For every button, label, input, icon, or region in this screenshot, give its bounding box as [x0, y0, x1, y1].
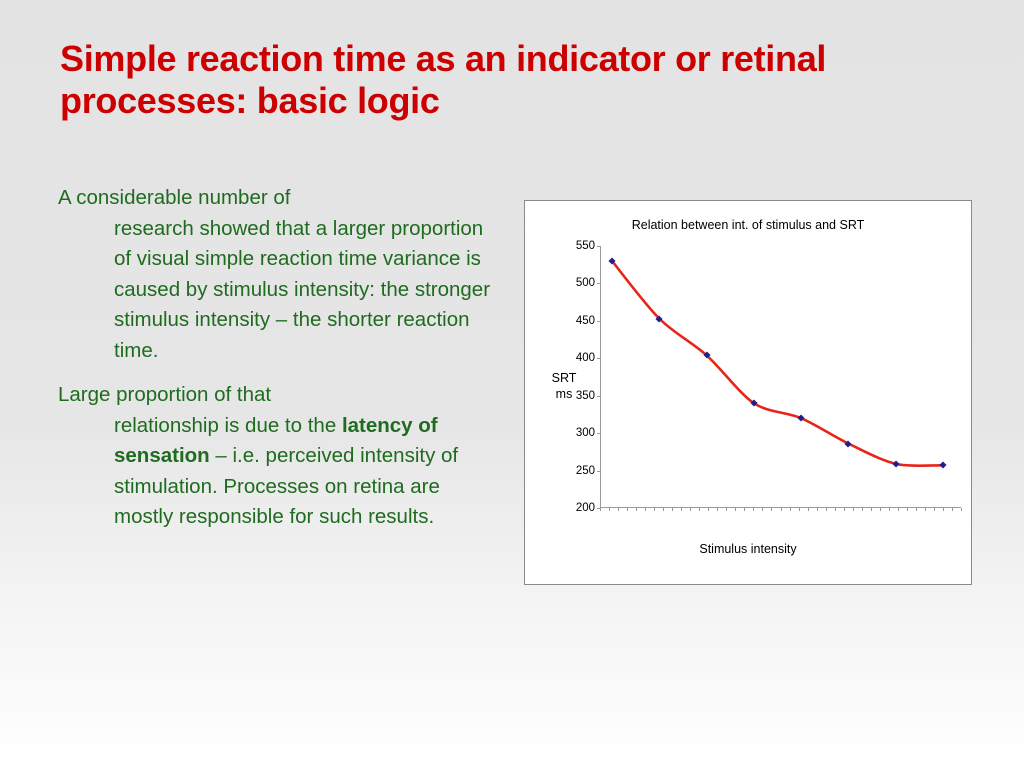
- x-axis-label: Stimulus intensity: [699, 542, 797, 556]
- x-tick-mark: [753, 508, 754, 511]
- paragraph-2-body: [58, 411, 498, 533]
- y-tick-mark: [597, 433, 600, 434]
- x-tick-mark: [600, 508, 601, 511]
- x-tick-mark: [672, 508, 673, 511]
- chart-plot-wrapper: [525, 240, 973, 546]
- y-tick-mark: [597, 321, 600, 322]
- x-tick-mark: [943, 508, 944, 511]
- x-tick-mark: [898, 508, 899, 511]
- x-tick-mark: [790, 508, 791, 511]
- y-axis-label-line-1: SRT: [551, 371, 577, 385]
- x-tick-mark: [618, 508, 619, 511]
- x-tick-mark: [889, 508, 890, 511]
- chart-title: Relation between int. of stimulus and SRT: [631, 218, 865, 232]
- paragraph-1: [58, 183, 498, 366]
- paragraph-2-after: – i.e. perceived intensity of stimulation. Processes on retina are mostly responsible for such results.: [114, 444, 459, 529]
- x-tick-mark: [762, 508, 763, 511]
- x-tick-mark: [925, 508, 926, 511]
- x-tick-mark: [880, 508, 881, 511]
- x-tick-mark: [934, 508, 935, 511]
- x-tick-mark: [744, 508, 745, 511]
- plot-area: [600, 246, 961, 508]
- y-tick-label: 200: [575, 502, 595, 514]
- y-axis-ticks: [555, 240, 595, 546]
- x-tick-mark: [961, 508, 962, 511]
- paragraph-2-before: relationship is due to the: [114, 413, 342, 437]
- x-tick-mark: [916, 508, 917, 511]
- y-tick-mark: [597, 246, 600, 247]
- trendline-path: [612, 261, 943, 466]
- y-tick-mark: [597, 471, 600, 472]
- y-axis-label-line-2: ms: [555, 386, 573, 401]
- x-tick-mark: [636, 508, 637, 511]
- x-tick-mark: [952, 508, 953, 511]
- x-tick-mark: [645, 508, 646, 511]
- paragraph-1-first-line: A considerable number of: [58, 186, 291, 209]
- y-tick-mark: [597, 396, 600, 397]
- paragraph-1-body: research showed that a larger proportion of visual simple reaction time variance is caused by stimulus intensity: the stronger stimulus intensity – the shorter reaction time.: [114, 216, 491, 362]
- x-tick-mark: [663, 508, 664, 511]
- x-tick-mark: [844, 508, 845, 511]
- y-tick-label: 550: [575, 240, 595, 252]
- x-tick-mark: [799, 508, 800, 511]
- y-tick-label: 300: [575, 427, 595, 440]
- y-tick-label: 500: [575, 277, 595, 290]
- y-tick-label: 250: [575, 464, 595, 477]
- x-tick-mark: [862, 508, 863, 511]
- page-title: Simple reaction time as an indicator or retinal processes: basic logic: [60, 38, 827, 122]
- y-tick-mark: [597, 283, 600, 284]
- x-tick-mark: [735, 508, 736, 511]
- x-tick-mark: [826, 508, 827, 511]
- x-tick-mark: [681, 508, 682, 511]
- x-tick-mark: [690, 508, 691, 511]
- x-tick-mark: [717, 508, 718, 511]
- trendline: [600, 246, 961, 508]
- x-tick-mark: [708, 508, 709, 511]
- x-tick-mark: [771, 508, 772, 511]
- y-tick-label: 400: [575, 352, 595, 365]
- x-tick-mark: [835, 508, 836, 511]
- x-tick-mark: [853, 508, 854, 511]
- paragraph-2: [58, 380, 498, 533]
- x-tick-mark: [654, 508, 655, 511]
- y-tick-label: 450: [575, 314, 595, 327]
- x-tick-mark: [726, 508, 727, 511]
- x-tick-mark: [808, 508, 809, 511]
- paragraph-2-emphasis: latency of sensation: [114, 413, 438, 468]
- chart-container: [524, 200, 972, 585]
- x-tick-mark: [609, 508, 610, 511]
- y-tick-label: 350: [575, 389, 595, 402]
- body-text: [58, 183, 498, 547]
- x-tick-mark: [907, 508, 908, 511]
- paragraph-2-first-line: Large proportion of that: [58, 383, 272, 407]
- y-tick-mark: [597, 358, 600, 359]
- x-tick-mark: [699, 508, 700, 511]
- x-tick-mark: [871, 508, 872, 511]
- x-tick-mark: [627, 508, 628, 511]
- x-tick-mark: [817, 508, 818, 511]
- x-tick-mark: [781, 508, 782, 511]
